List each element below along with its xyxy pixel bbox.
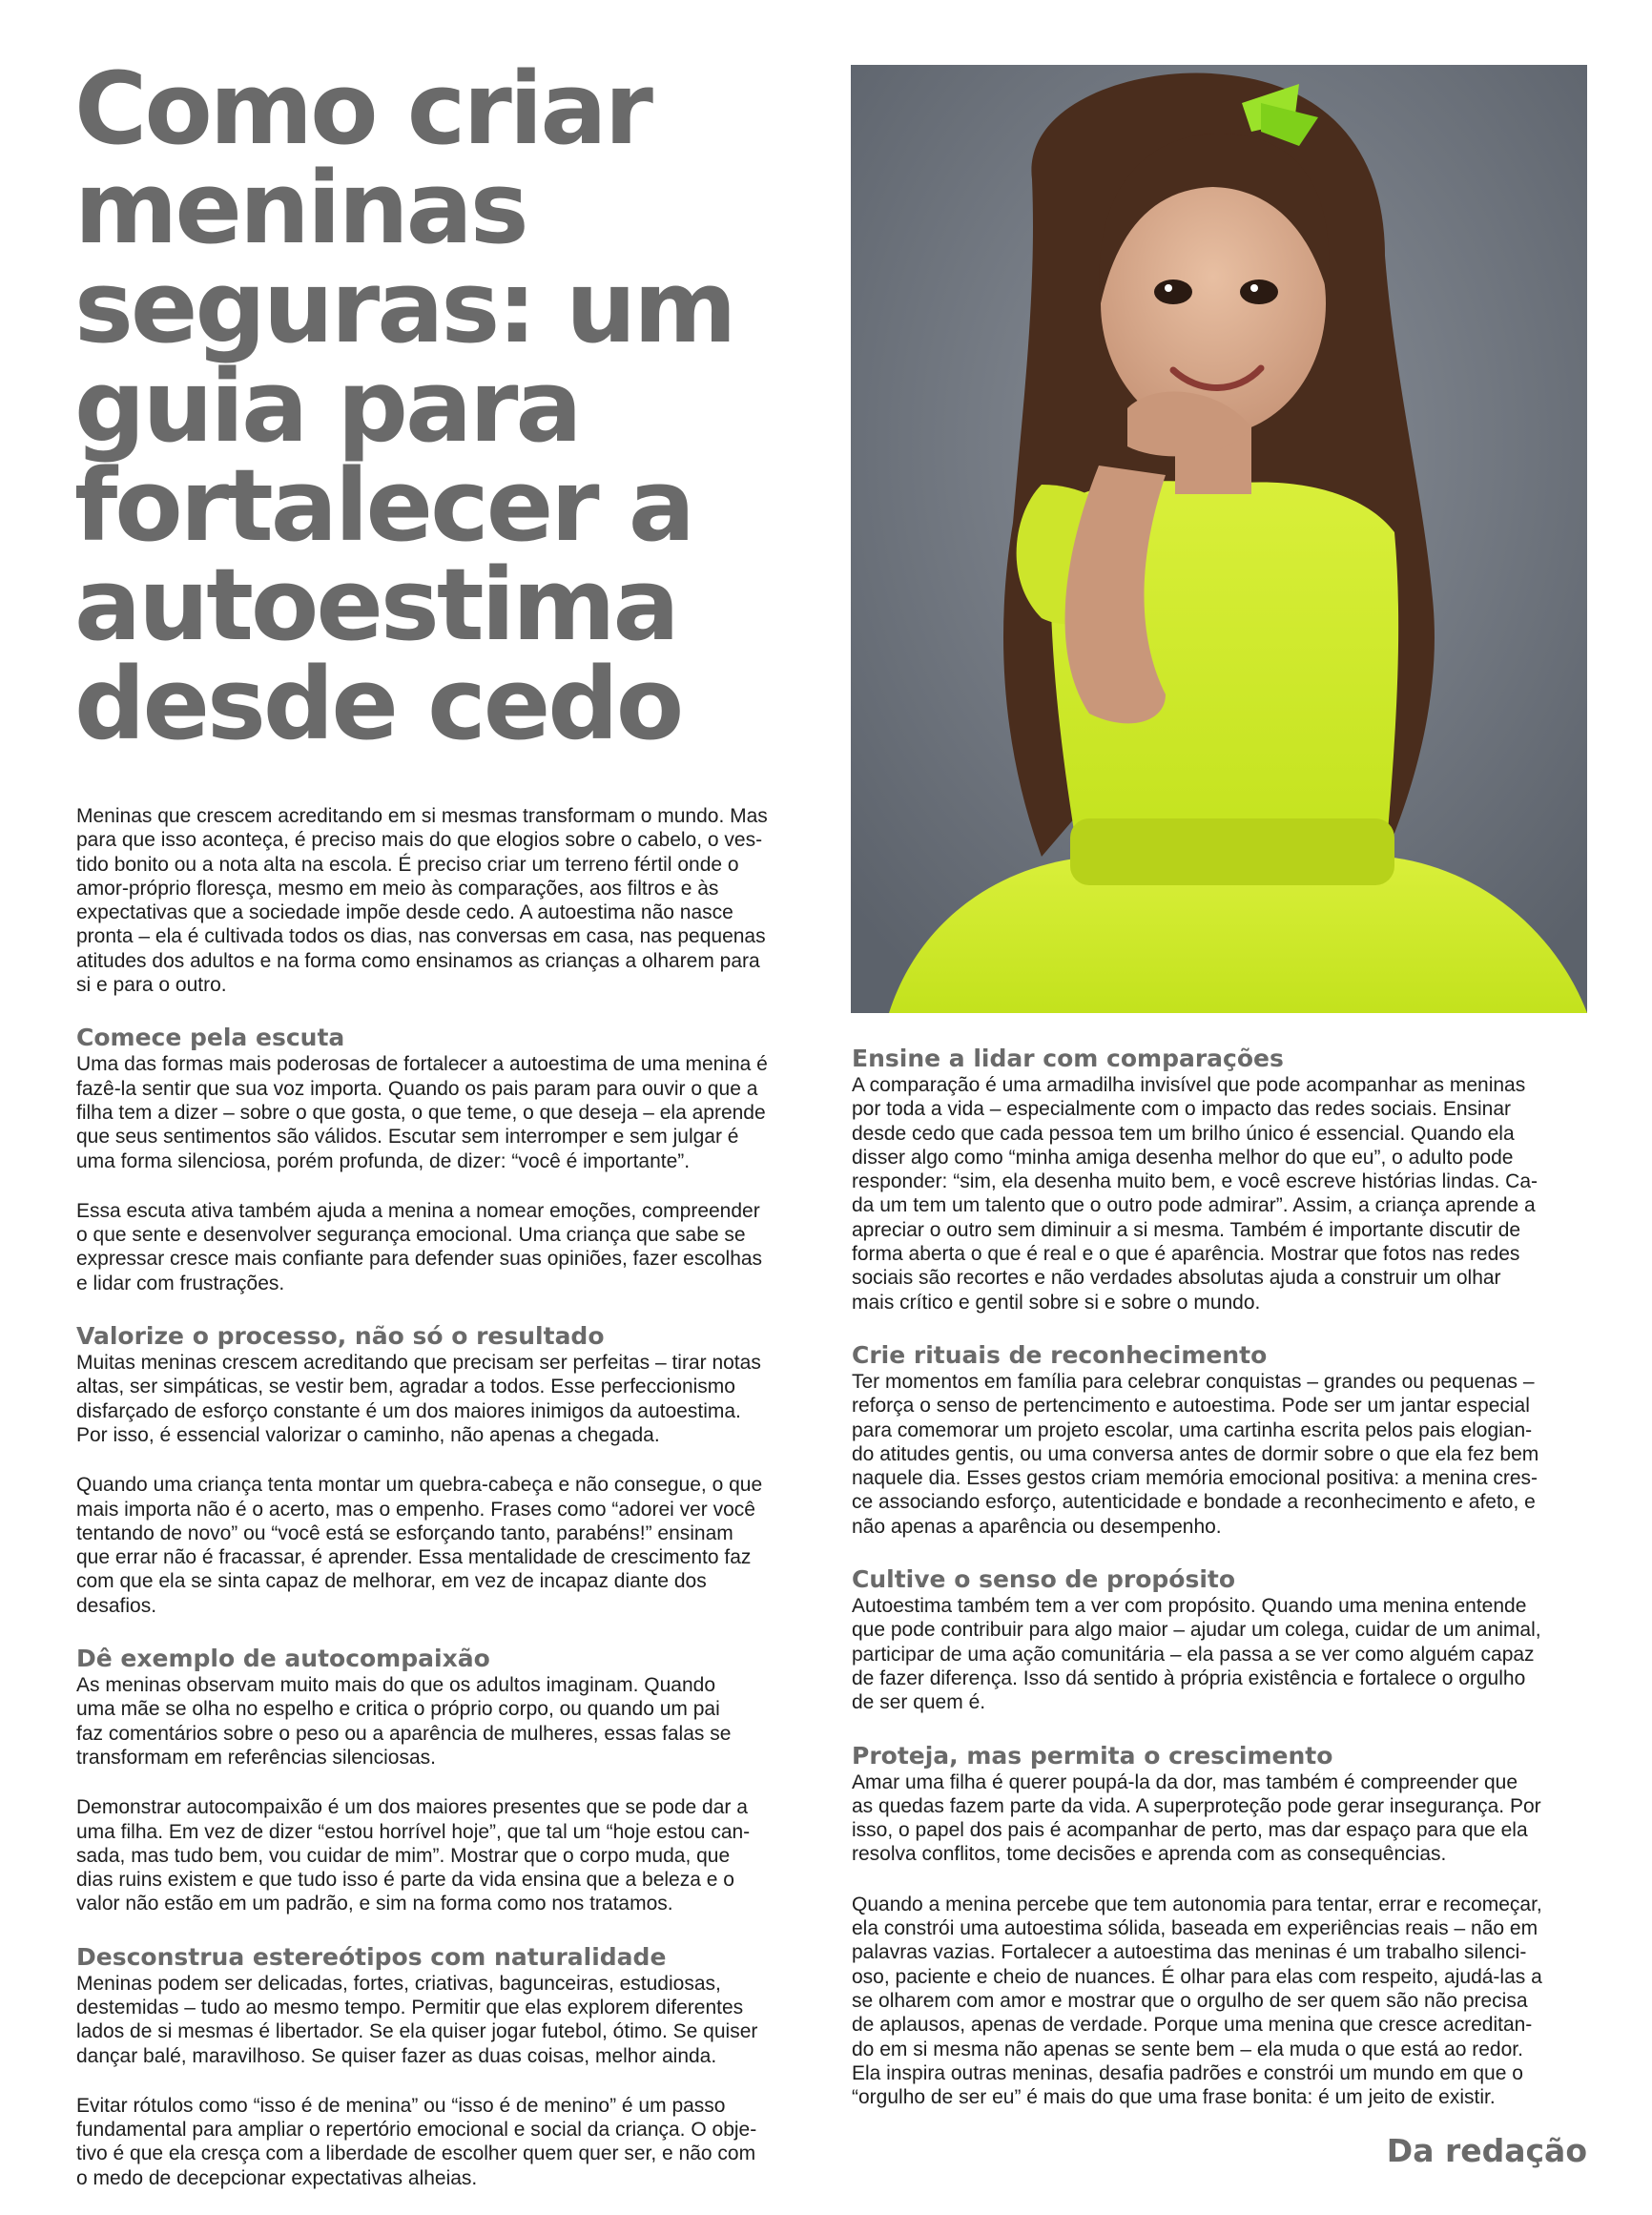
text-line: desde cedo que cada pessoa tem um brilho único é essencial. Quando ela <box>852 1122 1515 1145</box>
text-line: dançar balé, maravilhoso. Se quiser fazer as duas coisas, melhor ainda. <box>76 2044 717 2067</box>
text-line: fazê-la sentir que sua voz importa. Quando os pais param para ouvir o que a <box>76 1077 758 1100</box>
section-paragraph <box>76 1199 813 1295</box>
left-column <box>76 804 813 2190</box>
text-line: que errar não é fracassar, é aprender. Essa mentalidade de crescimento faz <box>76 1546 752 1569</box>
text-line: Ter momentos em família para celebrar conquistas – grandes ou pequenas – <box>852 1370 1535 1393</box>
text-line: desafios. <box>76 1594 157 1617</box>
section-proposito <box>852 1565 1586 1714</box>
text-line: Demonstrar autocompaixão é um dos maiores presentes que se pode dar a <box>76 1796 748 1819</box>
text-line: responder: “sim, ela desenha muito bem, e você escreve histórias lindas. Ca- <box>852 1170 1538 1193</box>
text-line: Essa escuta ativa também ajuda a menina a nomear emoções, compreender <box>76 1199 760 1222</box>
title-line: fortalecer a <box>74 447 692 564</box>
text-line: participar de uma ação comunitária – ela passa a se ver como alguém capaz <box>852 1643 1535 1666</box>
text-line: de fazer diferença. Isso dá sentido à própria existência e fortalece o orgulho <box>852 1666 1526 1689</box>
text-line: de aplausos, apenas de verdade. Porque uma menina que cresce acreditan- <box>852 2014 1533 2037</box>
text-line: que pode contribuir para algo maior – ajudar um colega, cuidar de um animal, <box>852 1619 1541 1642</box>
section-paragraph <box>76 1473 813 1618</box>
section-crescimento <box>852 1742 1586 2110</box>
section-heading: Ensine a lidar com comparações <box>852 1045 1284 1072</box>
section-rituais <box>852 1341 1586 1539</box>
text-line: Meninas podem ser delicadas, fortes, criativas, bagunceiras, estudiosas, <box>76 1972 721 1995</box>
section-comparacoes <box>852 1045 1586 1315</box>
text-line: Autoestima também tem a ver com propósito. Quando uma menina entende <box>852 1595 1527 1618</box>
text-line: disser algo como “minha amiga desenha melhor do que eu”, o adulto pode <box>852 1146 1514 1169</box>
intro-paragraph <box>76 804 813 997</box>
text-line: uma mãe se olha no espelho e critica o próprio corpo, ou quando um pai <box>76 1698 720 1721</box>
text-line: apreciar o outro sem diminuir a si mesma. Também é importante discutir de <box>852 1218 1521 1241</box>
text-line: com que ela se sinta capaz de melhorar, em vez de incapaz diante dos <box>76 1570 707 1593</box>
section-paragraph <box>852 1770 1586 1867</box>
text-line: Evitar rótulos como “isso é de menina” ou “isso é de menino” é um passo <box>76 2094 726 2117</box>
photo-girl-yellow-dress-icon <box>851 65 1587 1013</box>
text-line: Amar uma filha é querer poupá-la da dor, mas também é compreender que <box>852 1770 1518 1793</box>
section-heading: Proteja, mas permita o crescimento <box>852 1741 1333 1770</box>
text-line: do em si mesma não apenas se sente bem – ela muda o que está ao redor. <box>852 2038 1523 2060</box>
text-line: Uma das formas mais poderosas de fortalecer a autoestima de uma menina é <box>76 1053 768 1076</box>
text-line: sada, mas tudo bem, vou cuidar de mim”. Mostrar que o corpo muda, que <box>76 1844 731 1867</box>
section-heading: Valorize o processo, não só o resultado <box>76 1322 605 1351</box>
section-paragraph <box>852 1370 1586 1539</box>
text-line: do atitudes gentis, ou uma conversa antes de dormir sobre o que ela fez bem <box>852 1442 1539 1465</box>
text-line: oso, paciente e cheio de nuances. É olhar para elas com respeito, ajudá-las a <box>852 1965 1542 1988</box>
text-line: uma forma silenciosa, porém profunda, de dizer: “você é importante”. <box>76 1149 691 1172</box>
text-line: dias ruins existem e que tudo isso é parte da vida ensina que a beleza e o <box>76 1869 734 1892</box>
text-line: ela constrói uma autoestima sólida, baseada em experiências reais – não em <box>852 1917 1538 1940</box>
text-line: “orgulho de ser eu” é mais do que uma frase bonita: é um jeito de existir. <box>852 2086 1496 2109</box>
text-line: sociais são recortes e não verdades absolutas ajuda a construir um olhar <box>852 1267 1501 1290</box>
text-line: amor-próprio floresça, mesmo em meio às comparações, aos filtros e às <box>76 877 719 900</box>
section-paragraph <box>852 1893 1586 2110</box>
text-line: mais crítico e gentil sobre si e sobre o mundo. <box>852 1291 1261 1314</box>
text-line: expectativas que a sociedade impõe desde cedo. A autoestima não nasce <box>76 901 733 924</box>
text-line: que seus sentimentos são válidos. Escutar sem interromper e sem julgar é <box>76 1126 739 1149</box>
section-heading: Cultive o senso de propósito <box>852 1565 1236 1594</box>
byline-signature: Da redação <box>1386 2132 1587 2169</box>
text-line: de ser quem é. <box>852 1691 986 1714</box>
text-line: Meninas que crescem acreditando em si mesmas transformam o mundo. Mas <box>76 805 768 827</box>
text-line: reforça o senso de pertencimento e autoestima. Pode ser um jantar especial <box>852 1395 1530 1418</box>
text-line: mais importa não é o acerto, mas o empenho. Frases como “adorei ver você <box>76 1498 755 1521</box>
text-line: destemidas – tudo ao mesmo tempo. Permitir que elas explorem diferentes <box>76 1996 744 2018</box>
section-processo <box>76 1322 813 1618</box>
text-line: as quedas fazem parte da vida. A superproteção pode gerar insegurança. Por <box>852 1794 1541 1817</box>
text-line: Por isso, é essencial valorizar o caminho, não apenas a chegada. <box>76 1423 660 1446</box>
text-line: da um tem um talento que o outro pode admirar”. Assim, a criança aprende a <box>852 1194 1536 1217</box>
text-line: uma filha. Em vez de dizer “estou horrível hoje”, que tal um “hoje estou can- <box>76 1820 751 1843</box>
section-heading: Desconstrua estereótipos com naturalidade <box>76 1942 667 1971</box>
text-line: Quando uma criança tenta montar um quebra-cabeça e não consegue, o que <box>76 1474 763 1497</box>
text-line: resolva conflitos, tome decisões e aprenda com as consequências. <box>852 1843 1447 1866</box>
title-line: seguras: um <box>74 249 734 365</box>
text-line: Ela inspira outras meninas, desafia padrões e constrói um mundo em que o <box>852 2061 1523 2084</box>
text-line: si e para o outro. <box>76 974 227 997</box>
text-line: tivo é que ela cresça com a liberdade de escolher quem quer ser, e não com <box>76 2143 756 2165</box>
text-line: o que sente e desenvolver segurança emocional. Uma criança que sabe se <box>76 1224 746 1247</box>
text-line: e lidar com frustrações. <box>76 1272 285 1294</box>
text-line: disfarçado de esforço constante é um dos maiores inimigos da autoestima. <box>76 1399 741 1422</box>
section-paragraph <box>76 2094 813 2190</box>
text-line: para comemorar um projeto escolar, uma cartinha escrita pelos pais elogian- <box>852 1418 1533 1441</box>
section-paragraph <box>76 1673 813 1770</box>
text-line: isso, o papel dos pais é acompanhar de perto, mas dar espaço para que ela <box>852 1819 1528 1842</box>
text-line: atitudes dos adultos e na forma como ensinamos as crianças a olharem para <box>76 949 760 972</box>
section-heading: Crie rituais de reconhecimento <box>852 1340 1268 1369</box>
text-line: fundamental para ampliar o repertório emocional e social da criança. O obje- <box>76 2119 757 2142</box>
text-line: faz comentários sobre o peso ou a aparência de mulheres, essas falas se <box>76 1722 732 1745</box>
section-paragraph <box>852 1073 1586 1315</box>
text-line: A comparação é uma armadilha invisível que pode acompanhar as meninas <box>852 1074 1526 1096</box>
text-line: As meninas observam muito mais do que os adultos imaginam. Quando <box>76 1674 716 1697</box>
text-line: forma aberta o que é real e o que é aparência. Mostrar que fotos nas redes <box>852 1243 1520 1266</box>
text-line: tentando de novo” ou “você está se esforçando tanto, parabéns!” ensinam <box>76 1522 733 1544</box>
right-column <box>852 1045 1586 2109</box>
title-line: meninas <box>74 150 527 266</box>
section-heading: Comece pela escuta <box>76 1024 345 1052</box>
title-line: desde cedo <box>74 646 682 762</box>
text-line: transformam em referências silenciosas. <box>76 1746 436 1769</box>
article-title <box>74 51 837 762</box>
text-line: expressar cresce mais confiante para defender suas opiniões, fazer escolhas <box>76 1248 763 1271</box>
text-line: para que isso aconteça, é preciso mais do que elogios sobre o cabelo, o ves- <box>76 829 763 852</box>
title-line: Como criar <box>74 51 650 167</box>
text-line: pronta – ela é cultivada todos os dias, nas conversas em casa, nas pequenas <box>76 925 766 948</box>
text-line: tido bonito ou a nota alta na escola. É preciso criar um terreno fértil onde o <box>76 853 739 876</box>
section-estereotipos <box>76 1943 813 2190</box>
text-line: Quando a menina percebe que tem autonomia para tentar, errar e recomeçar, <box>852 1893 1542 1915</box>
section-escuta <box>76 1024 813 1295</box>
text-line: não apenas a aparência ou desempenho. <box>852 1515 1222 1538</box>
text-line: ce associando esforço, autenticidade e bondade a reconhecimento e afeto, e <box>852 1491 1536 1514</box>
text-line: o medo de decepcionar expectativas alheias. <box>76 2166 478 2189</box>
text-line: filha tem a dizer – sobre o que gosta, o que teme, o que deseja – ela aprende <box>76 1101 766 1124</box>
title-line: guia para <box>74 348 580 465</box>
text-line: palavras vazias. Fortalecer a autoestima das meninas é um trabalho silenci- <box>852 1941 1527 1964</box>
text-line: por toda a vida – especialmente com o impacto das redes sociais. Ensinar <box>852 1098 1512 1121</box>
text-line: valor não estão em um padrão, e sim na forma como nos tratamos. <box>76 1893 673 1915</box>
section-heading: Dê exemplo de autocompaixão <box>76 1645 490 1673</box>
text-line: se olharem com amor e mostrar que o orgulho de ser quem são não precisa <box>852 1989 1528 2012</box>
section-paragraph <box>76 1795 813 1915</box>
section-paragraph <box>76 1351 813 1447</box>
section-paragraph <box>76 1052 813 1172</box>
section-paragraph <box>76 1972 813 2068</box>
text-line: lados de si mesmas é libertador. Se ela quiser jogar futebol, ótimo. Se quiser <box>76 2020 758 2043</box>
title-line: autoestima <box>74 547 677 663</box>
text-line: Muitas meninas crescem acreditando que precisam ser perfeitas – tirar notas <box>76 1352 761 1375</box>
section-paragraph <box>852 1594 1586 1714</box>
text-line: naquele dia. Esses gestos criam memória emocional positiva: a menina cres- <box>852 1467 1538 1490</box>
text-line: altas, ser simpáticas, se vestir bem, agradar a todos. Esse perfeccionismo <box>76 1376 735 1398</box>
section-autocompaixao <box>76 1645 813 1916</box>
